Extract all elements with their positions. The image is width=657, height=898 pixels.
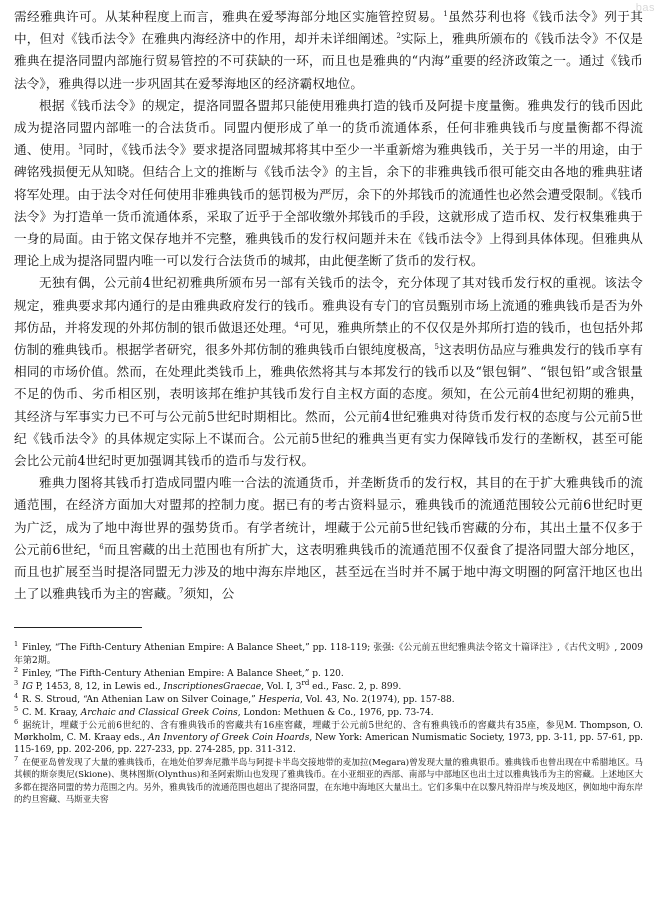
- italic-title: An Inventory of Greek Coin Hoards: [148, 733, 310, 744]
- italic-title: IG: [22, 681, 33, 692]
- italic-title: InscriptionesGraecae: [163, 681, 262, 692]
- footnote-marker: 4: [294, 320, 299, 329]
- footnote: [14, 691, 643, 706]
- footnote-divider: [14, 627, 142, 628]
- footnote-number: 5: [14, 704, 19, 713]
- footnote-number: 6: [14, 718, 19, 727]
- italic-title: Archaic and Classical Greek Coins: [80, 707, 238, 718]
- footnote-marker: 3: [78, 143, 83, 152]
- text-run: 而且窖藏的出土范围也有所扩大，这表明雅典钱币的流通范围不仅蚕食了提洛同盟大部分地区，而且也扩展至当时提洛同盟无力涉及的地中海东岸地区，甚至远在当时并不属于地中海文明圈的阿富汗地区也出土了以雅典钱币为主的窖藏。: [14, 541, 643, 602]
- italic-title: Hesperia: [258, 694, 301, 705]
- footnote-number: 2: [14, 665, 19, 674]
- footnote-marker: 1: [443, 9, 448, 18]
- text-run: , Vol. 43, No. 2(1974), pp. 157-88.: [300, 694, 455, 705]
- text-run: R. S. Stroud, “An Athenian Law on Silver Coinage,”: [22, 694, 259, 705]
- paragraph: [14, 95, 643, 273]
- text-run: , New York: American Numismatic Society, 1973, pp. 3-11, pp. 57-61, pp. 115-169, pp. 202-206, pp. 227-233, pp. 274-285, pp. 311-312.: [14, 733, 643, 756]
- footnote-marker: 7: [179, 587, 184, 596]
- text-run: 同时，《钱币法令》要求提洛同盟城邦将其中至少一半重新熔为雅典钱币，关于另一半的用途，由于碑铭残损便无从知晓。但结合上文的推断与《钱币法令》的主旨，余下的非雅典钱币很可能交由各地的雅典驻诸将军处理。由于法令对任何使用非雅典钱币的惩罚极为严厉，余下的外邦钱币的流通性也必然会遭受限制。《钱币法令》为打造单一货币流通体系，采取了近乎于全部收缴外邦钱币的手段，这就形成了造币权、发行权集雅典于一身的局面。由于铭文保存地并不完整，雅典钱币的发行权问题并未在《钱币法令》上得到具体体现。但雅典从理论上成为提洛同盟内唯一可以发行合法货币的城邦，由此便垄断了货币的发行权。: [14, 142, 644, 269]
- text-run: 须知，公: [183, 586, 235, 602]
- text-run: C. M. Kraay,: [22, 707, 81, 718]
- text-run: 需经雅典许可。从某种程度上而言，雅典在爱琴海部分地区实施管控贸易。: [14, 9, 444, 24]
- text-run: 可见，雅典所禁止的不仅仅是外邦所打造的钱币，也包括外邦仿制的雅典钱币。根据学者研究，很多外邦仿制的雅典钱币白银纯度极高，: [14, 319, 643, 358]
- footnote: [14, 665, 643, 680]
- footnote-marker: 6: [99, 542, 104, 551]
- text-run: 在便亚岛曾发现了大量的雅典钱币，在地处伯罗奔尼撒半岛与阿提卡半岛交接地带的麦加拉(Megara)曾发现大量的雅典银币。雅典钱币也曾出现在中希腊地区。马其顿的斯奈奥尼(Skione)、奥林图斯(Olynthus)和圣阿索斯山也发现了雅典钱币。在小亚细亚的西部、南部与中部地区也出土过以雅典钱币为主的窖藏。上述地区大多都在提洛同盟的势力范围之内。另外，雅典钱币的流通范围也超出了提洛同盟，在东地中海地区大量出土。它们多集中在以黎凡特沿岸与埃及地区，例如地中海东岸的约旦窖藏、马斯亚夫窖: [14, 758, 643, 805]
- text-run: , Vol. I, 3: [261, 681, 302, 692]
- footnote-marker: 2: [396, 32, 401, 41]
- text-run: P, 1453, 8, 12, in Lewis ed.,: [32, 681, 164, 692]
- text-run: , London: Methuen & Co., 1976, pp. 73-74.: [237, 707, 434, 718]
- footnote: [14, 642, 643, 666]
- text-run: 据统计，埋藏于公元前6世纪的、含有雅典钱币的窖藏共有16座窖藏，埋藏于公元前5世纪的、含有雅典钱币的窖藏共有35座，参见M. Thompson, O. Mørkholm, C. M. Kraay eds.,: [14, 721, 643, 744]
- paragraph: [14, 472, 643, 605]
- footnote-number: 1: [14, 640, 19, 649]
- text-run: 根据《钱币法令》的规定，提洛同盟各盟邦只能使用雅典打造的钱币及阿提卡度量衡。雅典发行的钱币因此成为提洛同盟内部唯一的合法货币。同盟内便形成了单一的货币流通体系，任何非雅典钱币与度量衡都不得流通、使用。: [14, 97, 643, 158]
- footnotes: [14, 642, 643, 805]
- main-text: [14, 6, 643, 605]
- footnote: [14, 704, 643, 719]
- footnote-marker: rd: [301, 678, 310, 687]
- footnote-number: 4: [14, 691, 19, 700]
- footnote: [14, 678, 643, 693]
- text-run: Finley, “The Fifth-Century Athenian Empire: A Balance Sheet,” pp. 118-119; 张强:《公元前五世纪雅典法令铭文十篇译注》,《古代文明》, 2009年第2期。: [14, 643, 643, 666]
- footnote-number: 7: [14, 755, 19, 764]
- text-run: 无独有偶，公元前4世纪初雅典所颁布另一部有关钱币的法令，充分体现了其对钱币发行权的重视。该法令规定，雅典要求邦内通行的是由雅典政府发行的钱币。雅典设有专门的官员甄别市场上流通的雅典钱币是否为外邦仿品，并将发现的外邦仿制的银币做退还处理。: [14, 275, 643, 335]
- text-run: 实际上，雅典所颁布的《钱币法令》不仅是雅典在提洛同盟内部施行贸易管控的不可获缺的一环，而且也是雅典的“内海”重要的经济政策之一。通过《钱币法令》，雅典得以进一步巩固其在爱琴海地区的经济霸权地位。: [14, 31, 644, 91]
- footnote-marker: 5: [434, 342, 440, 351]
- text-run: 雅典力图将其钱币打造成同盟内唯一合法的流通货币，并垄断货币的发行权，其目的在于扩大雅典钱币的流通范围，在经济方面加大对盟邦的控制力度。据已有的考古资料显示，雅典钱币的流通范围较公元前6世纪时更为广泛，成为了地中海世界的强势货币。有学者统计，埋藏于公元前5世纪钱币窖藏的分布，其出土量不仅多于公元前6世纪，: [14, 475, 643, 557]
- footnote-number: 3: [14, 678, 19, 687]
- footnote: [14, 757, 643, 805]
- watermark: bas: [635, 2, 655, 14]
- paragraph: [14, 6, 643, 95]
- text-run: ed., Fasc. 2, p. 899.: [309, 681, 402, 692]
- text-run: 这表明仿品应与雅典发行的钱币享有相同的市场价值。然而，在处理此类钱币上，雅典依然将其与本邦发行的钱币以及“银包铜”、“银包铅”或含银量不足的伪币、劣币相区别，表明该邦在维护其钱币发行自主权方面的态度。须知，在公元前4世纪初期的雅典，其经济与军事实力已不可与公元前5世纪时期相比。然而，公元前4世纪雅典对待货币发行权的态度与公元前5世纪《钱币法令》的具体规定实际上不谋而合。公元前5世纪的雅典当更有实力保障钱币发行的垄断权，甚至可能会比公元前4世纪时更加强调其钱币的造币与发行权。: [14, 342, 643, 469]
- paragraph: [14, 272, 643, 472]
- text-run: 虽然芬利也将《钱币法令》列于其中，但对《钱币法令》在雅典内海经济中的作用，却并未详细阐述。: [14, 9, 643, 47]
- text-run: Finley, “The Fifth-Century Athenian Empire: A Balance Sheet,” p. 120.: [22, 668, 344, 679]
- footnote: [14, 720, 643, 756]
